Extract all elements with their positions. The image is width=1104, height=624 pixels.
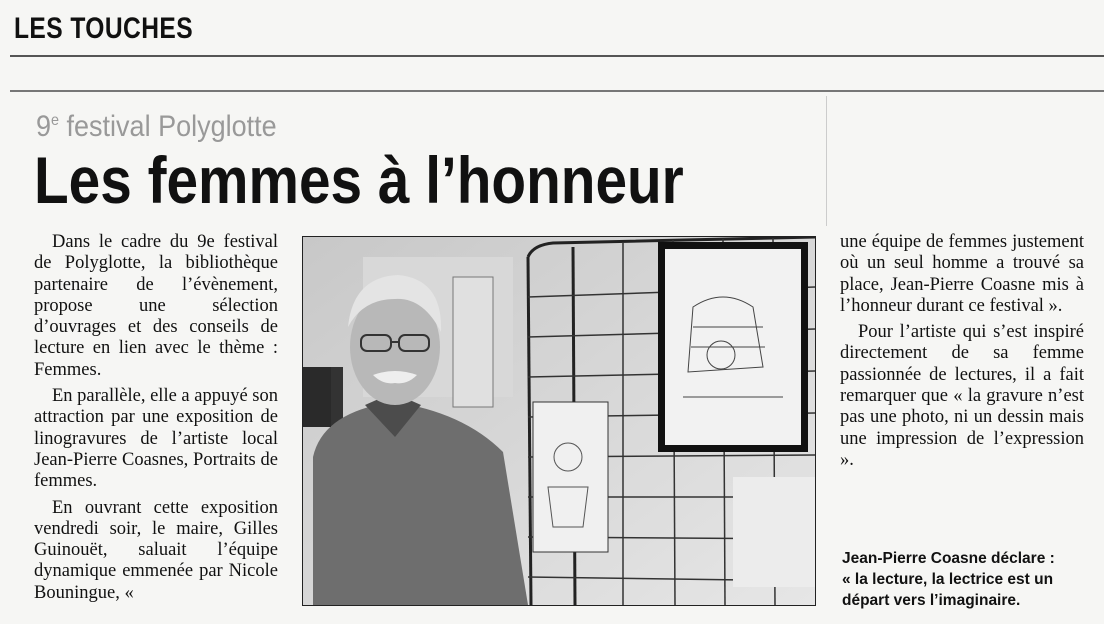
paragraph: Dans le cadre du 9e festival de Polyglotte, la bibliothèque partenaire de l’évènement, propose une sélection d’ouvrages et des conseils de lecture en lien avec le thème : Femmes.: [34, 232, 278, 380]
article-column-right: [840, 232, 1084, 476]
paragraph: En parallèle, elle a appuyé son attraction par une exposition de linogravures de l’artiste local Jean-Pierre Coasnes, Portraits de femmes.: [34, 386, 279, 492]
headline: Les femmes à l’honneur: [34, 143, 684, 217]
caption-lead: Jean-Pierre Coasne déclare :: [842, 550, 1055, 567]
section-rule: [10, 55, 1104, 57]
column-divider: [826, 96, 827, 226]
kicker: [36, 110, 277, 144]
kicker-number: 9: [36, 110, 52, 143]
kicker-sup: e: [51, 112, 60, 129]
paragraph: une équipe de femmes justement où un seul homme a trouvé sa place, Jean-Pierre Coasne mis à l’honneur durant ce festival ».: [840, 232, 1084, 316]
section-label: LES TOUCHES: [14, 12, 194, 45]
article-top-rule: [10, 90, 1104, 92]
caption-quote: « la lecture, la lectrice est un départ vers l’imaginaire.: [842, 571, 1054, 609]
kicker-text: festival Polyglotte: [59, 110, 277, 143]
paragraph: Pour l’artiste qui s’est inspiré directement de sa femme passionnée de lectures, il a fait remarquer que « la gravure n’est pas une photo, ni un dessin mais une impression de l’expression ».: [840, 322, 1084, 470]
article-photo: [302, 236, 816, 606]
photo-caption: [842, 548, 1092, 611]
article-column-left: [34, 232, 278, 609]
paragraph: En ouvrant cette exposition vendredi soir, le maire, Gilles Guinouët, saluait l’équipe dynamique emmenée par Nicole Bouningue, «: [34, 497, 278, 603]
